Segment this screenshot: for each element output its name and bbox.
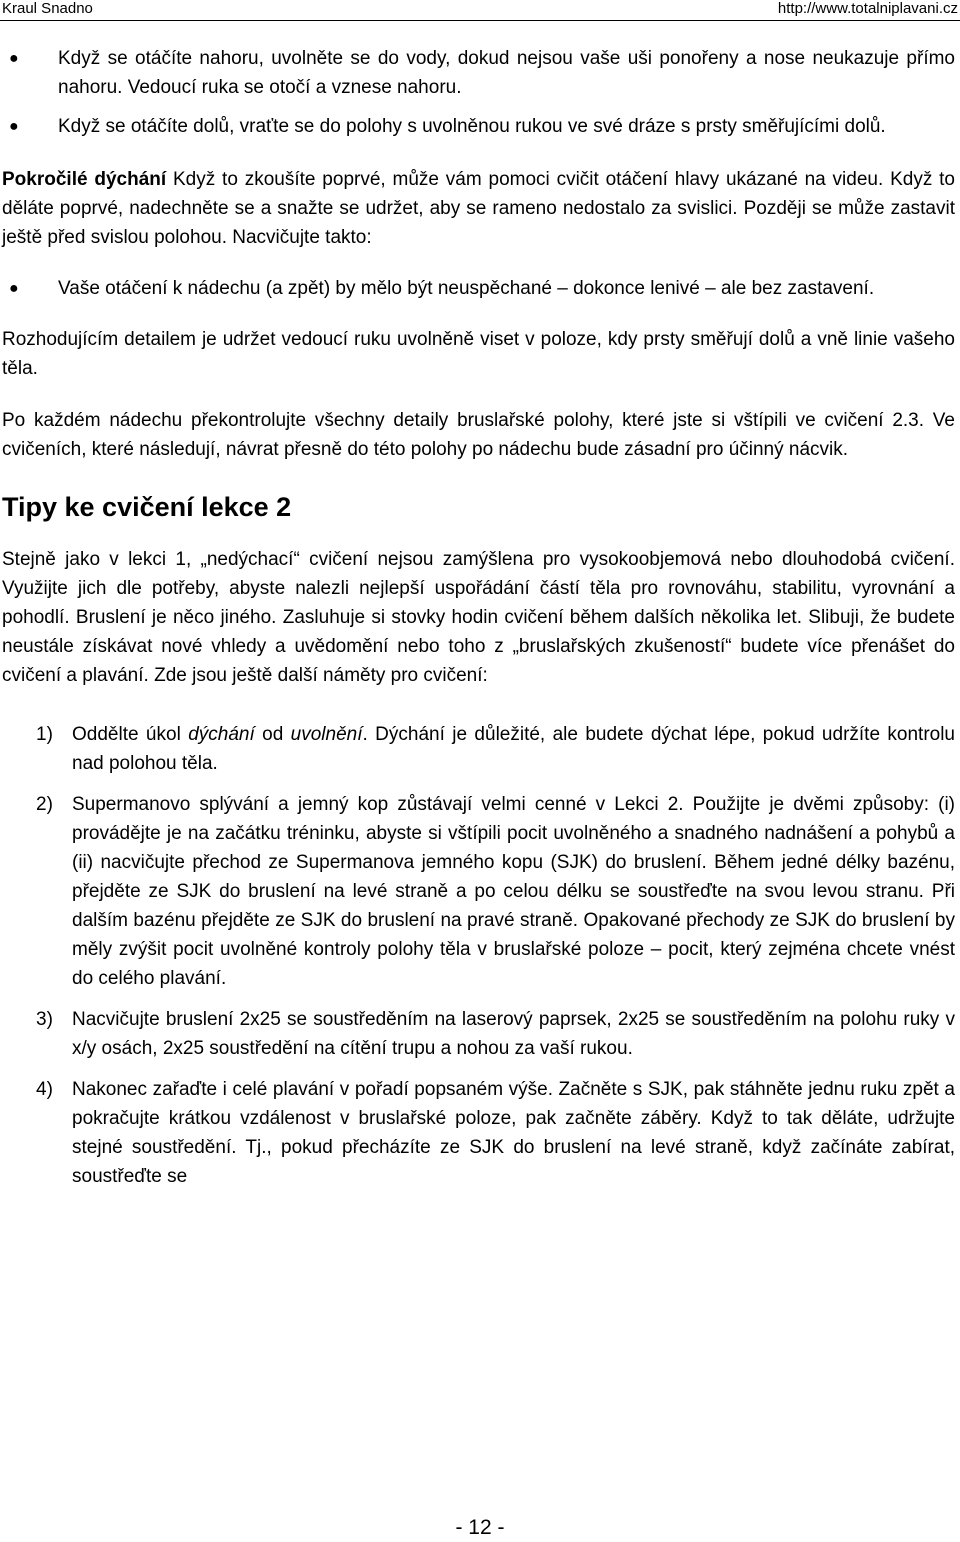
page-content bbox=[2, 44, 955, 1191]
bullet-icon: ● bbox=[9, 280, 19, 297]
list-text: Supermanovo splývání a jemný kop zůstávají velmi cenné v Lekci 2. Použijte je dvěmi způsoby: (i) provádějte je na začátku tréninku, abyste si vštípili pocit uvolněného a snadného nadnášení a pohybů a (ii) nacvičujte přechod ze Supermanova jemného kopu (SJK) do bruslení. Během jedné délky bazénu, přejděte ze SJK do bruslení na levé straně a po celou délku se soustřeďte na svou levou stranu. Při dalším bazénu přejděte ze SJK do bruslení na pravé straně. Opakované přechody ze SJK do bruslení by měly zvýšit pocit uvolněné kontroly polohy těla v bruslařské poloze – pocit, který zejména chcete vnést do celého plavání. bbox=[72, 794, 955, 989]
header-author: Kraul Snadno bbox=[2, 0, 93, 17]
list-item bbox=[2, 1075, 955, 1191]
list-emphasis: uvolnění bbox=[290, 724, 363, 745]
intro-paragraph: Stejně jako v lekci 1, „nedýchací“ cvičení nejsou zamýšlena pro vysokoobjemová nebo dlouhodobá cvičení. Využijte jich dle potřeby, abyste nalezli nejlepší uspořádání částí těla pro rovnováhu, stabilitu, vyrovnání a pohodlí. Bruslení je něco jiného. Zasluhuje si stovky hodin cvičení během dalších několika let. Slibuji, že budete neustále získávat nové vhledy a uvědomění nebo toho z „bruslařských zkušeností“ budete více přenášet do cvičení a plavání. Zde jsou ještě další náměty pro cvičení: bbox=[2, 549, 955, 686]
list-text: . Dýchání je důležité, ale budete dýchat lépe, pokud udržíte kontrolu nad polohou těla. bbox=[72, 724, 956, 774]
bullet-item bbox=[2, 112, 955, 141]
advanced-breathing-text: Když to zkoušíte poprvé, může vám pomoci cvičit otáčení hlavy ukázané na videu. Když to děláte poprvé, nadechněte se a snažte se udržet, aby se rameno nedostalo za svislici. Později se může zastavit ještě před svislou polohou. Nacvičujte takto: bbox=[2, 169, 955, 248]
list-number: 2) bbox=[36, 794, 53, 815]
list-item bbox=[2, 790, 955, 993]
header-rule bbox=[0, 20, 960, 21]
section-heading: Tipy ke cvičení lekce 2 bbox=[2, 492, 292, 522]
bullet-text: Vaše otáčení k nádechu (a zpět) by mělo být neuspěchané – dokonce lenivé – ale bez zastavení. bbox=[58, 278, 875, 299]
list-emphasis: dýchání bbox=[188, 724, 255, 745]
bullet-icon: ● bbox=[9, 118, 19, 135]
list-item bbox=[2, 720, 955, 778]
advanced-breathing-title: Pokročilé dýchání bbox=[2, 169, 167, 190]
detail-paragraph: Rozhodujícím detailem je udržet vedoucí ruku uvolněně viset v poloze, kdy prsty směřují dolů a vně linie vašeho těla. bbox=[2, 329, 955, 379]
bullet-item bbox=[2, 274, 955, 303]
list-number: 4) bbox=[36, 1079, 53, 1100]
list-item bbox=[2, 1005, 955, 1063]
bullet-icon: ● bbox=[9, 50, 19, 67]
list-number: 3) bbox=[36, 1009, 53, 1030]
list-text: Nakonec zařaďte i celé plavání v pořadí popsaném výše. Začněte s SJK, pak stáhněte jednu ruku zpět a pokračujte krátkou vzdálenost v bruslařské poloze, pak začněte záběry. Když to tak děláte, udržujte stejné soustředění. Tj., pokud přecházíte ze SJK do bruslení na levé straně, když začínáte zabírat, soustřeďte se bbox=[72, 1079, 955, 1187]
page-number: - 12 - bbox=[455, 1516, 505, 1539]
page-header bbox=[0, 0, 960, 18]
bullet-text: Když se otáčíte dolů, vraťte se do polohy s uvolněnou rukou ve své dráze s prsty směřujícími dolů. bbox=[58, 116, 886, 137]
bullet-text: Když se otáčíte nahoru, uvolněte se do vody, dokud nejsou vaše uši ponořeny a nose neukazuje přímo nahoru. Vedoucí ruka se otočí a vznese nahoru. bbox=[58, 48, 955, 98]
list-text: Oddělte úkol bbox=[72, 724, 189, 745]
list-text: Nacvičujte bruslení 2x25 se soustředěním na laserový paprsek, 2x25 se soustředěním na polohu ruky v x/y osách, 2x25 soustředění na cítění trupu a nohou za vaší rukou. bbox=[72, 1009, 955, 1059]
check-paragraph: Po každém nádechu překontrolujte všechny detaily bruslařské polohy, které jste si vštípili ve cvičení 2.3. Ve cvičeních, které následují, návrat přesně do této polohy po nádechu bude zásadní pro účinný nácvik. bbox=[2, 410, 955, 460]
list-number: 1) bbox=[36, 724, 53, 745]
bullet-item bbox=[2, 44, 955, 102]
advanced-breathing-paragraph bbox=[2, 165, 955, 252]
header-url[interactable]: http://www.totalniplavani.cz bbox=[777, 0, 958, 17]
list-text: od bbox=[254, 724, 291, 745]
